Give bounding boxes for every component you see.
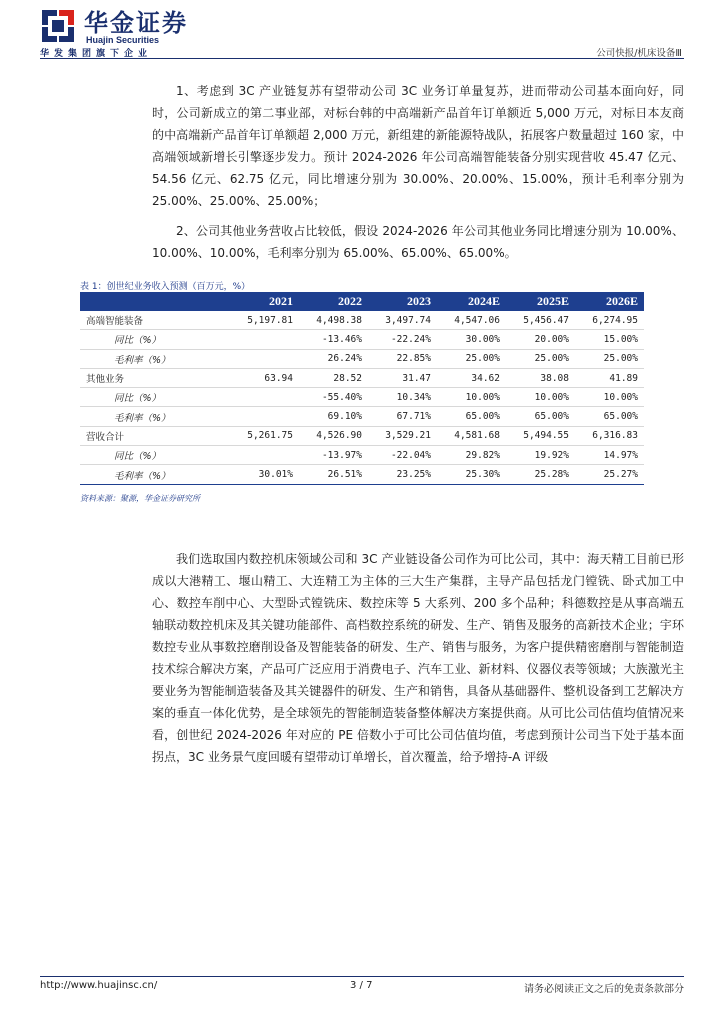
table-cell: 14.97% (575, 446, 644, 465)
table-cell: 25.00% (437, 349, 506, 368)
table-cell: 25.28% (506, 465, 575, 484)
row-label: 毛利率（%） (80, 349, 230, 368)
table-cell: -13.46% (299, 330, 368, 349)
table-header-row (80, 292, 644, 311)
table-cell: 10.34% (368, 388, 437, 407)
footer-divider (40, 976, 684, 977)
table-row (80, 311, 644, 330)
row-label: 营收合计 (80, 426, 230, 445)
page-number: 3 / 7 (350, 980, 373, 991)
table-cell: 15.00% (575, 330, 644, 349)
table-row (80, 407, 644, 426)
report-type: 公司快报/机床设备Ⅲ (596, 48, 682, 59)
row-label: 毛利率（%） (80, 407, 230, 426)
table-row (80, 349, 644, 368)
table-cell: 23.25% (368, 465, 437, 484)
table-cell: 34.62 (437, 368, 506, 387)
table-cell (230, 388, 299, 407)
table-cell: 26.51% (299, 465, 368, 484)
table-cell: 10.00% (506, 388, 575, 407)
paragraph-assumption-1: 1、考虑到 3C 产业链复苏有望带动公司 3C 业务订单量复苏，进而带动公司基本面向好，同时，公司新成立的第二事业部，对标台韩的中高端新产品首年订单额近 5,000 万元，对标日本友商的中高端新产品首年订单额超 2,000 万元，新组建的新能源特战队，拓展客户数量超过 160 家，中高端领域新增长引擎逐步发力。预计 2024-2026 年公司高端智能装备分别实现营收 45.47 亿元、54.56 亿元、62.75 亿元，同比增速分别为 30.00%、20.00%、15.00%，预计毛利率分别为 25.00%、25.00%、25.00%； (152, 84, 684, 208)
paragraph-assumption-2: 2、公司其他业务营收占比较低，假设 2024-2026 年公司其他业务同比增速分别为 10.00%、10.00%、10.00%，毛利率分别为 65.00%、65.00%、65.00%。 (152, 224, 684, 260)
table-header-cell: 2022 (299, 292, 368, 311)
logo-english-name: Huajin Securities (86, 35, 160, 45)
table-row (80, 368, 644, 387)
table-cell: 3,529.21 (368, 426, 437, 445)
table-header-cell (80, 292, 230, 311)
table-cell: 67.71% (368, 407, 437, 426)
table-cell: 25.00% (575, 349, 644, 368)
header-divider (40, 58, 684, 59)
table-row (80, 446, 644, 465)
table-cell: 41.89 (575, 368, 644, 387)
table-header-cell: 2026E (575, 292, 644, 311)
logo-chinese-name: 华金证券 (84, 9, 188, 37)
table-cell: 65.00% (506, 407, 575, 426)
table-cell: 19.92% (506, 446, 575, 465)
table-cell: 5,261.75 (230, 426, 299, 445)
table-cell: 30.00% (437, 330, 506, 349)
table-header-cell: 2021 (230, 292, 299, 311)
table-cell: 25.27% (575, 465, 644, 484)
row-label: 高端智能装备 (80, 311, 230, 330)
table-cell: 22.85% (368, 349, 437, 368)
table-cell (230, 446, 299, 465)
group-tagline: 华发集团旗下企业 (40, 49, 153, 59)
table-cell (230, 330, 299, 349)
table-cell: 5,456.47 (506, 311, 575, 330)
footer-website-link[interactable]: http://www.huajinsc.cn/ (40, 980, 158, 991)
row-label: 毛利率（%） (80, 465, 230, 484)
table-row (80, 465, 644, 484)
table-row (80, 330, 644, 349)
row-label: 同比（%） (80, 446, 230, 465)
table-cell: 65.00% (575, 407, 644, 426)
table-cell: 63.94 (230, 368, 299, 387)
paragraph-comparables: 我们选取国内数控机床领域公司和 3C 产业链设备公司作为可比公司，其中：海天精工目前已形成以大港精工、堰山精工、大连精工为主体的三大生产集群，主导产品包括龙门镗铣、卧式加工中心、数控车削中心、大型卧式镗铣床、数控床等 5 大系列、200 多个品种；科德数控是从事高端五轴联动数控机床及其关键功能部件、高档数控系统的研发、生产、销售及服务的高新技术企业；宇环数控专业从事数控磨削设备及智能装备的研发、生产、销售与服务，为客户提供精密磨削与智能制造技术综合解决方案，产品可广泛应用于消费电子、汽车工业、新材料、仪器仪表等领域；大族激光主要业务为智能制造装备及其关键器件的研发、生产和销售，具备从基础器件、整机设备到工艺解决方案的垂直一体化优势，是全球领先的智能制造装备整体解决方案提供商。从可比公司估值均值情况来看，创世纪 2024-2026 年对应的 PE 倍数小于可比公司估值均值，考虑到预计公司当下处于基本面拐点，3C 业务景气度回暖有望带动订单增长，首次覆盖，给予增持-A 评级 (152, 552, 684, 764)
table-cell: -22.04% (368, 446, 437, 465)
table-cell: 10.00% (575, 388, 644, 407)
huajin-logo-icon (40, 8, 76, 44)
table-row (80, 388, 644, 407)
table-cell: 4,498.38 (299, 311, 368, 330)
table-cell: 31.47 (368, 368, 437, 387)
row-label: 同比（%） (80, 388, 230, 407)
revenue-forecast-table (80, 292, 644, 485)
table-header-cell: 2025E (506, 292, 575, 311)
table-cell: 20.00% (506, 330, 575, 349)
row-label: 同比（%） (80, 330, 230, 349)
table-row (80, 426, 644, 445)
table-cell: -55.40% (299, 388, 368, 407)
table-cell: 5,197.81 (230, 311, 299, 330)
table-cell: 65.00% (437, 407, 506, 426)
table-header-cell: 2024E (437, 292, 506, 311)
table-cell: 28.52 (299, 368, 368, 387)
row-label: 其他业务 (80, 368, 230, 387)
table-caption: 表 1：创世纪业务收入预测（百万元，%） (80, 282, 251, 292)
table-cell (230, 407, 299, 426)
table-cell: 4,547.06 (437, 311, 506, 330)
table-source: 资料来源：聚源，华金证券研究所 (80, 494, 200, 503)
table-cell: -22.24% (368, 330, 437, 349)
table-cell: 69.10% (299, 407, 368, 426)
table-cell (230, 349, 299, 368)
table-cell: 3,497.74 (368, 311, 437, 330)
table-cell: 30.01% (230, 465, 299, 484)
table-cell: 4,526.90 (299, 426, 368, 445)
table-cell: -13.97% (299, 446, 368, 465)
table-cell: 38.08 (506, 368, 575, 387)
table-cell: 26.24% (299, 349, 368, 368)
table-cell: 5,494.55 (506, 426, 575, 445)
table-cell: 6,316.83 (575, 426, 644, 445)
table-cell: 25.30% (437, 465, 506, 484)
table-cell: 6,274.95 (575, 311, 644, 330)
footer-disclaimer: 请务必阅读正文之后的免责条款部分 (524, 984, 684, 995)
table-header-cell: 2023 (368, 292, 437, 311)
company-logo (40, 8, 190, 48)
table-cell: 10.00% (437, 388, 506, 407)
table-cell: 25.00% (506, 349, 575, 368)
table-cell: 29.82% (437, 446, 506, 465)
table-cell: 4,581.68 (437, 426, 506, 445)
